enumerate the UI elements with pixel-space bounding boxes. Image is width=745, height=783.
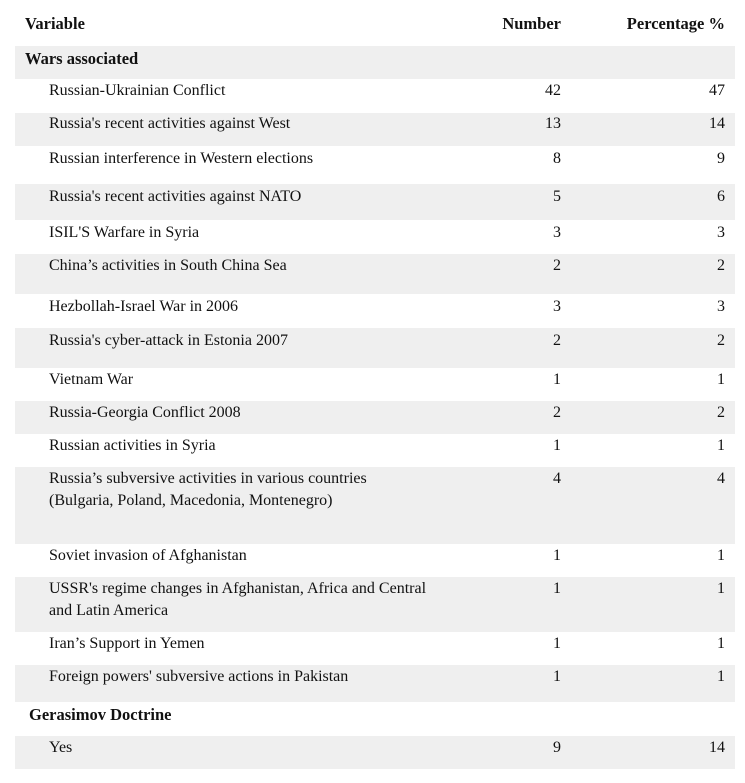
section-title: Wars associated [25,49,139,68]
row-label: Russian interference in Western elections [49,150,314,167]
row-label: Hezbollah-Israel War in 2006 [49,298,239,315]
row-percentage: 3 [717,298,725,315]
row-number: 2 [553,257,561,274]
table-row [15,544,735,577]
row-number: 42 [545,82,561,99]
row-percentage: 14 [709,115,725,132]
table-row [15,577,735,632]
row-number: 1 [553,371,561,388]
table-row [15,434,735,467]
table-row [15,184,735,220]
row-label: Foreign powers' subversive actions in Pakistan [49,668,349,685]
row-percentage: 1 [717,668,725,685]
row-percentage: 1 [717,437,725,454]
row-percentage: 3 [717,224,725,241]
table-row [15,113,735,146]
row-percentage: 1 [717,547,725,564]
row-number: 9 [553,739,561,756]
row-label: Russia's cyber-attack in Estonia 2007 [49,332,288,349]
row-number: 1 [553,547,561,564]
table-row [15,294,735,328]
row-label: Russia's recent activities against West [49,115,291,132]
table-row [15,467,735,544]
table-row [15,146,735,184]
row-label: Yes [49,739,73,756]
table-row [15,632,735,665]
table-row [15,665,735,702]
row-label: Vietnam War [49,371,134,388]
row-percentage: 1 [717,635,725,652]
row-number: 5 [553,188,561,205]
row-number: 1 [553,437,561,454]
row-number: 1 [553,580,561,597]
table-row [15,368,735,401]
row-percentage: 2 [717,332,725,349]
row-label: Russia-Georgia Conflict 2008 [49,404,241,421]
row-label: ISIL'S Warfare in Syria [49,224,200,241]
row-percentage: 4 [717,470,725,487]
row-label: China’s activities in South China Sea [49,257,287,274]
row-number: 2 [553,404,561,421]
row-percentage: 1 [717,580,725,597]
table-row [15,79,735,113]
section-title: Gerasimov Doctrine [29,705,172,724]
header-variable: Variable [25,14,85,33]
header-percentage: Percentage % [626,14,725,33]
row-number: 4 [553,470,561,487]
table-header [15,0,735,46]
row-percentage: 2 [717,257,725,274]
row-label: Russia's recent activities against NATO [49,188,302,205]
row-label: Russian-Ukrainian Conflict [49,82,226,99]
section-row-wars-associated [15,46,735,79]
section-row-gerasimov-doctrine [15,702,735,736]
row-percentage: 2 [717,404,725,421]
table-row [15,220,735,254]
header-number: Number [502,14,561,33]
row-percentage: 14 [709,739,725,756]
row-number: 1 [553,635,561,652]
row-number: 8 [553,150,561,167]
row-label: Iran’s Support in Yemen [49,635,205,652]
row-label: Russia’s subversive activities in various countries (Bulgaria, Poland, Macedonia, Montenegro) [49,470,367,509]
row-percentage: 1 [717,371,725,388]
row-label: Soviet invasion of Afghanistan [49,547,247,564]
table-row [15,401,735,434]
table-row [15,254,735,294]
row-label: Russian activities in Syria [49,437,216,454]
row-percentage: 6 [717,188,725,205]
row-label: USSR's regime changes in Afghanistan, Africa and Central and Latin America [49,580,427,619]
row-percentage: 9 [717,150,725,167]
table-row [15,736,735,769]
row-number: 3 [553,224,561,241]
table-row [15,328,735,368]
row-number: 2 [553,332,561,349]
row-number: 3 [553,298,561,315]
row-number: 1 [553,668,561,685]
row-percentage: 47 [709,82,725,99]
row-number: 13 [545,115,561,132]
